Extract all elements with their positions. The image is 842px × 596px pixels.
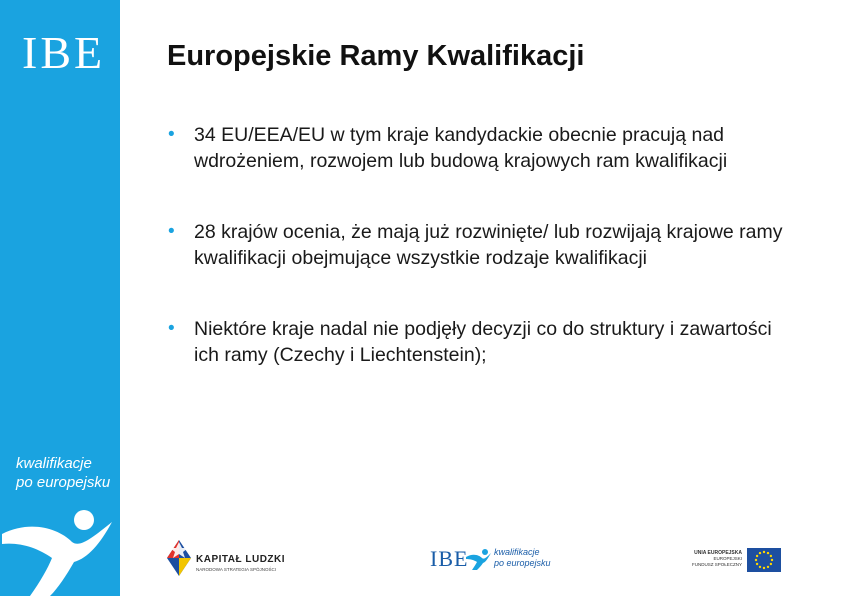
- ibe-logo: IBE: [22, 27, 106, 78]
- ibe-small-tagline-line: po europejsku: [494, 558, 551, 568]
- kapital-ludzki-text: [196, 554, 285, 572]
- bullet-item: [168, 219, 798, 271]
- bullet-dot-icon: •: [168, 221, 175, 242]
- bullet-text: 34 EU/EEA/EU w tym kraje kandydackie obecnie pracują nad wdrożeniem, rozwojem lub budową krajowych ram kwalifikacji: [194, 124, 728, 172]
- eu-flag-icon: [747, 548, 781, 572]
- bullet-item: [168, 316, 798, 368]
- bullet-text: Niektóre kraje nadal nie podjęły decyzji co do struktury i zawartości ich ramy (Czechy i Liechtenstein);: [194, 318, 772, 366]
- eu-text: [682, 550, 742, 568]
- kapital-ludzki-logo-icon: [165, 538, 193, 578]
- ibe-small-tagline: [494, 547, 551, 569]
- footer-logos: [0, 530, 842, 590]
- eu-line: EUROPEJSKI: [713, 556, 742, 561]
- sidebar: [0, 0, 120, 596]
- eu-line: FUNDUSZ SPOŁECZNY: [691, 562, 742, 567]
- ibe-small-logo: IBE: [430, 546, 469, 571]
- slide-title: Europejskie Ramy Kwalifikacji: [167, 40, 585, 72]
- bullet-dot-icon: •: [168, 124, 175, 145]
- sidebar-tagline-line: po europejsku: [16, 474, 111, 491]
- bullet-dot-icon: •: [168, 318, 175, 339]
- bullet-item: [168, 122, 798, 174]
- ibe-small-tagline-line: kwalifikacje: [494, 547, 540, 557]
- bullet-text: 28 krajów ocenia, że mają już rozwinięte/ lub rozwijają krajowe ramy kwalifikacji obejmujące wszystkie rodzaje kwalifikacji: [194, 221, 783, 269]
- kapital-ludzki-subtitle: NARODOWA STRATEGIA SPÓJNOŚCI: [196, 567, 277, 572]
- kapital-ludzki-name: KAPITAŁ LUDZKI: [196, 554, 286, 565]
- bullet-list: [168, 122, 798, 368]
- person-figure-small-icon: [466, 548, 492, 570]
- eu-line: UNIA EUROPEJSKA: [694, 550, 742, 556]
- sidebar-tagline: [16, 454, 116, 492]
- sidebar-tagline-line: kwalifikacje: [16, 455, 92, 472]
